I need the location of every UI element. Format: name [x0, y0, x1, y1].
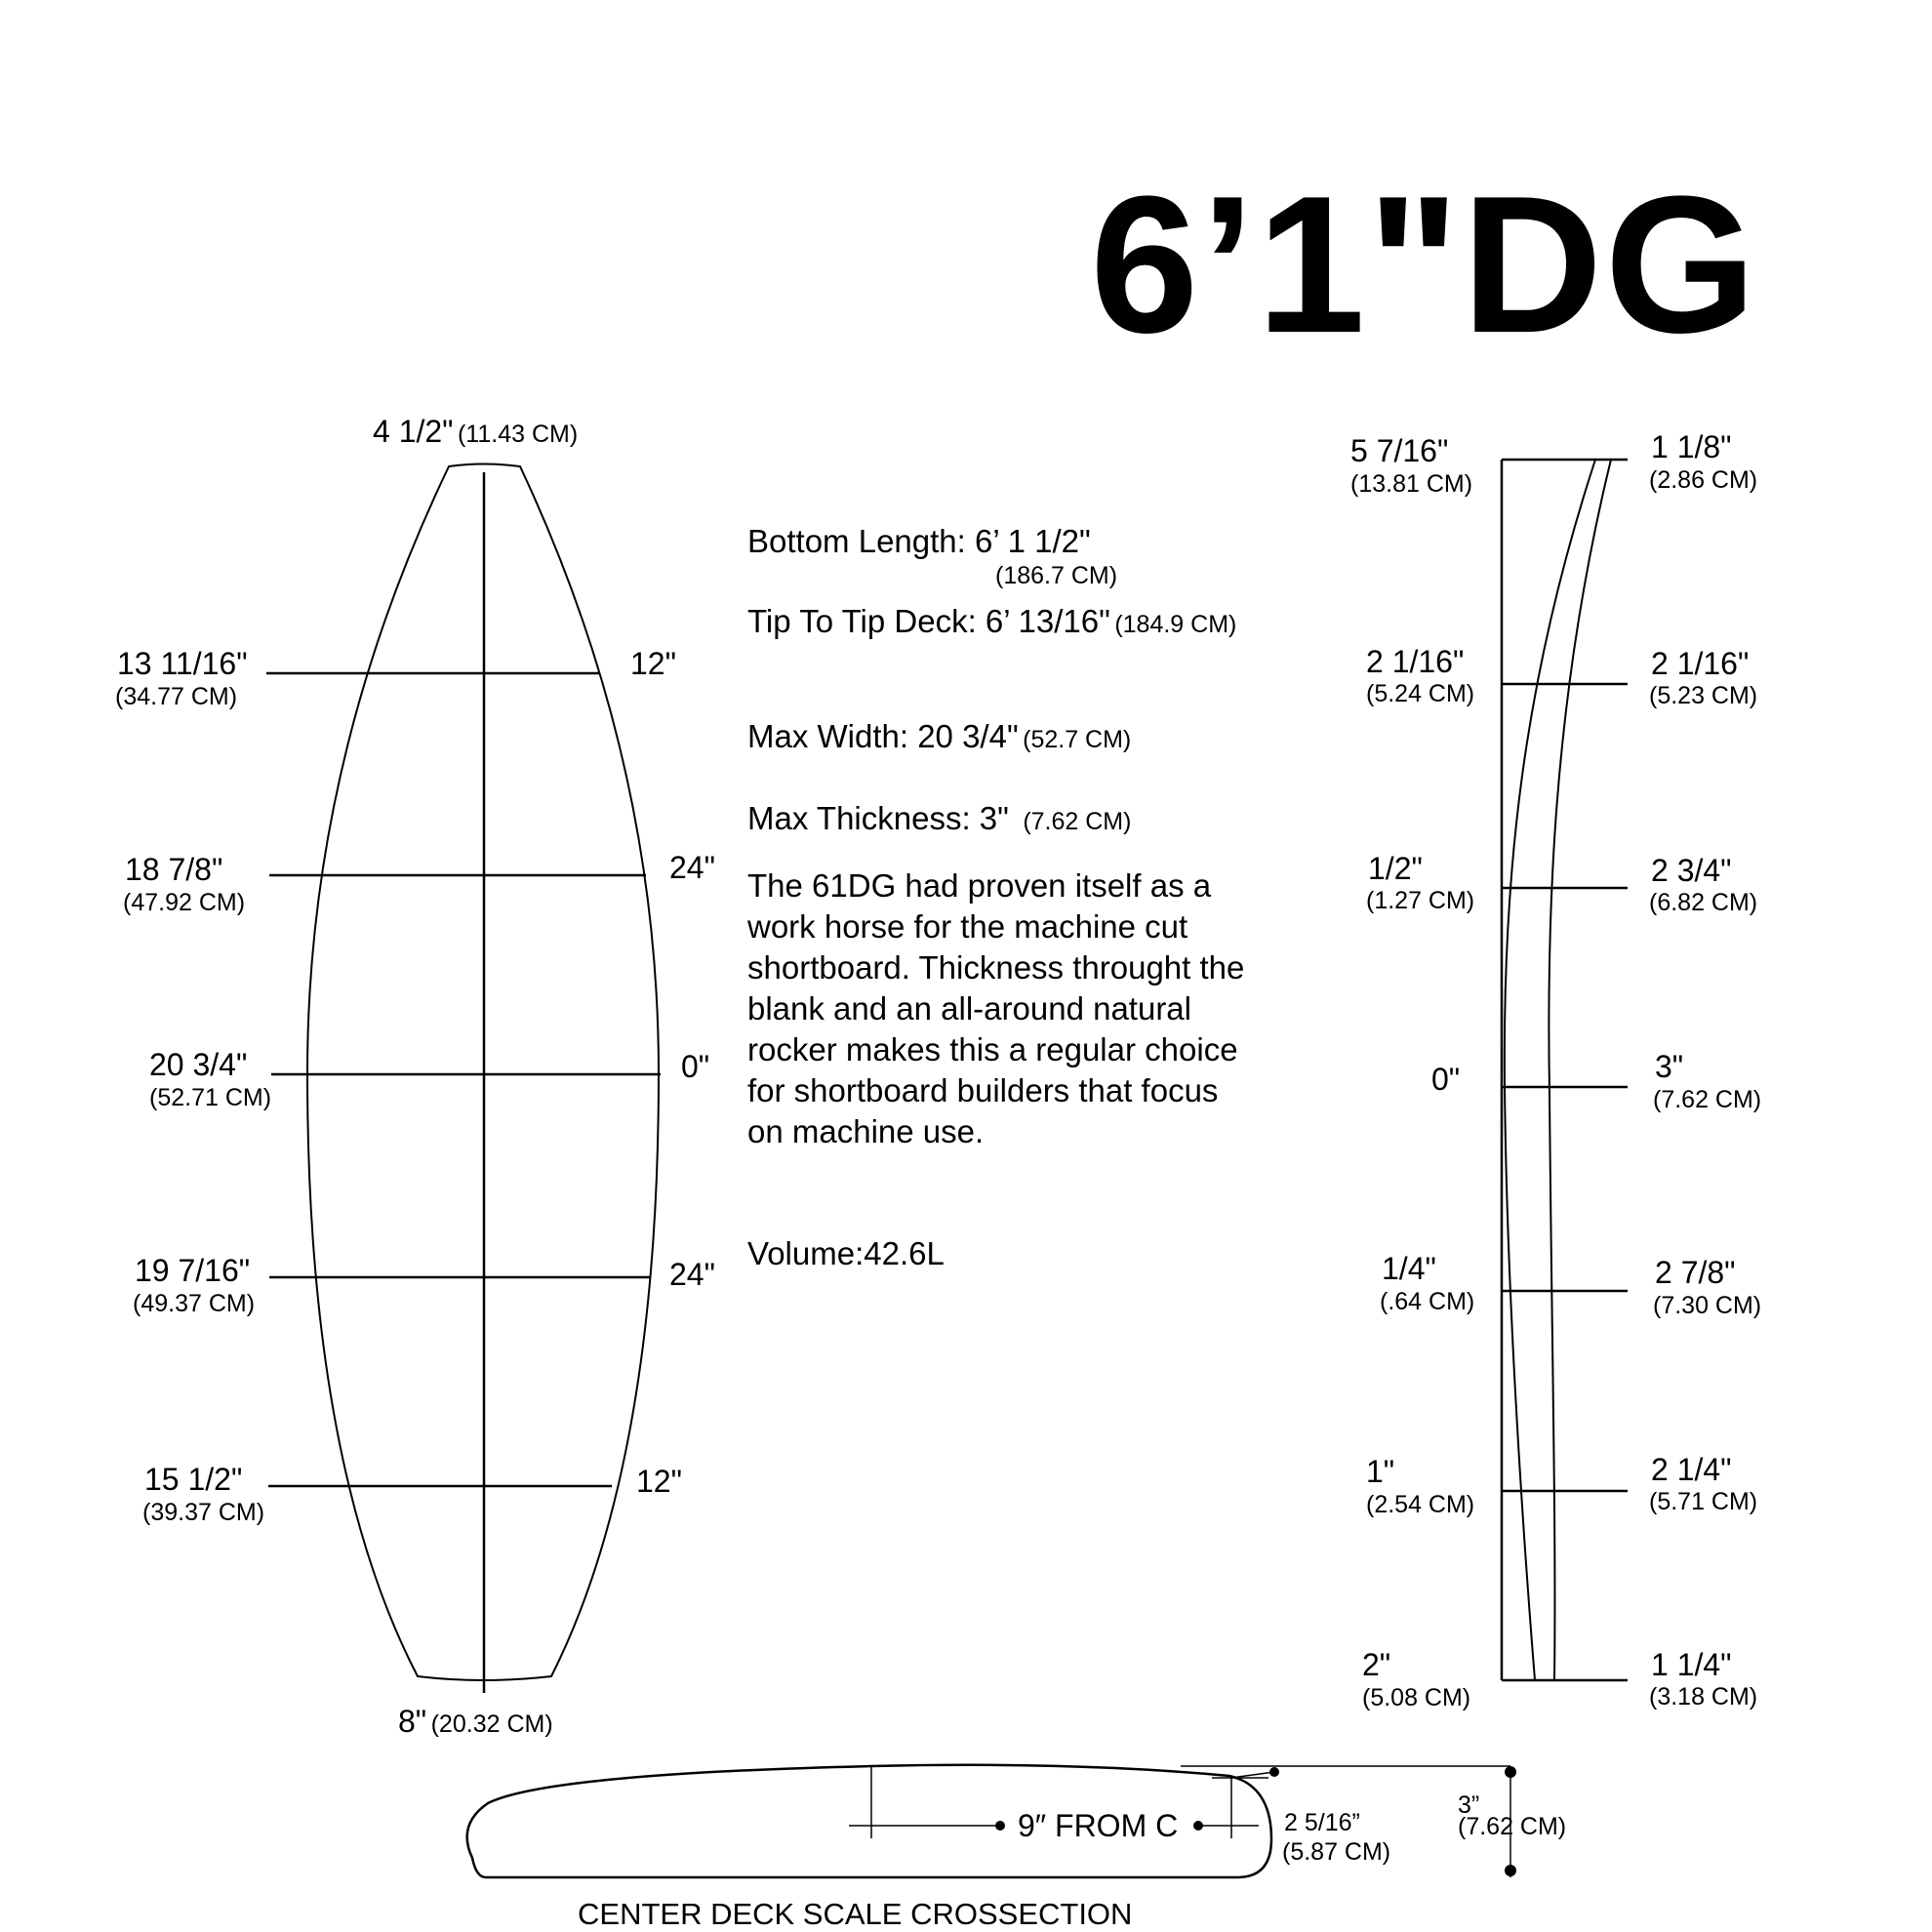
spec-max-thickness	[747, 798, 1131, 838]
spec-bottom-length-cm: (186.7 CM)	[995, 562, 1118, 589]
rocker-left-in: 1/4"	[1382, 1251, 1436, 1286]
tail-width-label	[398, 1706, 553, 1737]
rocker-right-in: 2 1/4"	[1651, 1452, 1732, 1487]
spec-max-thickness-value: Max Thickness: 3"	[747, 800, 1009, 836]
station-distance: 24"	[669, 1257, 715, 1292]
rocker-right-cm: (3.18 CM)	[1649, 1683, 1758, 1711]
crossection-dot	[1269, 1767, 1279, 1777]
rocker-left-cm: (2.54 CM)	[1366, 1491, 1475, 1518]
board-title: 6’1"DG	[1090, 156, 1758, 374]
station-width: 18 7/8"	[125, 852, 223, 887]
nose-width-cm: (11.43 CM)	[457, 421, 579, 448]
crossection-dot	[1505, 1865, 1516, 1876]
rocker-right-in: 1 1/4"	[1651, 1647, 1732, 1682]
station-width-cm: (52.71 CM)	[149, 1084, 272, 1111]
station-width: 19 7/16"	[135, 1253, 251, 1288]
rocker-left-in: 1"	[1366, 1454, 1395, 1489]
station-distance: 0"	[681, 1049, 710, 1084]
rocker-left-in: 2"	[1362, 1647, 1391, 1682]
tail-width-cm: (20.32 CM)	[430, 1711, 553, 1738]
spec-tip-to-tip	[747, 601, 1255, 645]
rocker-deck-curve	[1549, 460, 1611, 1680]
rocker-left-cm: (1.27 CM)	[1366, 887, 1475, 914]
rocker-right-cm: (5.23 CM)	[1649, 682, 1758, 709]
station-width: 15 1/2"	[144, 1462, 243, 1497]
station-width-cm: (34.77 CM)	[115, 683, 238, 710]
nose-width: 4 1/2"	[373, 414, 454, 449]
spec-max-width	[747, 716, 1131, 756]
rocker-right-cm: (2.86 CM)	[1649, 466, 1758, 494]
rocker-right-cm: (7.62 CM)	[1653, 1086, 1762, 1113]
crossection-rail-thickness: 2 5/16”	[1284, 1809, 1360, 1836]
rocker-left-in: 0"	[1431, 1062, 1461, 1097]
crossection-caption: CENTER DECK SCALE CROSSECTION	[578, 1897, 1133, 1931]
station-width-cm: (39.37 CM)	[142, 1499, 265, 1526]
rocker-left-in: 1/2"	[1368, 851, 1423, 886]
rocker-right-in: 2 7/8"	[1655, 1255, 1736, 1290]
station-distance: 24"	[669, 850, 715, 885]
crossection-thickness: 3”	[1458, 1791, 1480, 1819]
station-distance: 12"	[630, 646, 676, 681]
rocker-left-in: 5 7/16"	[1350, 433, 1449, 468]
spec-tip-to-tip-value: Tip To Tip Deck: 6’ 13/16"	[747, 603, 1110, 639]
rocker-left-cm: (5.08 CM)	[1362, 1684, 1471, 1711]
rocker-right-cm: (6.82 CM)	[1649, 889, 1758, 916]
rocker-right-cm: (7.30 CM)	[1653, 1292, 1762, 1319]
rocker-right-cm: (5.71 CM)	[1649, 1488, 1758, 1515]
rocker-left-in: 2 1/16"	[1366, 644, 1465, 679]
crossection-rail-thickness-cm: (5.87 CM)	[1282, 1838, 1391, 1866]
spec-max-width-value: Max Width: 20 3/4"	[747, 718, 1019, 754]
spec-max-width-cm: (52.7 CM)	[1023, 726, 1132, 753]
crossection-dot	[995, 1821, 1005, 1831]
rocker-right-in: 1 1/8"	[1651, 429, 1732, 464]
crossection-thickness-cm: (7.62 CM)	[1458, 1813, 1567, 1840]
rocker-right-in: 3"	[1655, 1049, 1684, 1084]
station-width-cm: (47.92 CM)	[123, 889, 246, 916]
station-distance: 12"	[636, 1464, 682, 1499]
spec-volume: Volume:42.6L	[747, 1235, 945, 1271]
spec-tip-to-tip-cm: (184.9 CM)	[1114, 611, 1237, 638]
crossection-rail-diag	[1231, 1772, 1274, 1778]
rocker-right-in: 2 3/4"	[1651, 853, 1732, 888]
spec-bottom-length: Bottom Length: 6’ 1 1/2"	[747, 523, 1091, 559]
rocker-left-cm: (.64 CM)	[1380, 1288, 1475, 1315]
station-width: 13 11/16"	[117, 646, 248, 681]
rocker-left-cm: (5.24 CM)	[1366, 680, 1475, 707]
crossection-apex-label: 9″ FROM C	[1018, 1808, 1179, 1843]
nose-width-label	[373, 416, 578, 447]
rocker-left-cm: (13.81 CM)	[1350, 470, 1473, 498]
tail-width: 8"	[398, 1704, 427, 1739]
spec-max-thickness-cm: (7.62 CM)	[1023, 808, 1132, 835]
spec-description: The 61DG had proven itself as a work horse for the machine cut shortboard. Thickness throught the blank and an all-around natural rocker makes this a regular choice for shortboard builders that focus on machine use.	[747, 867, 1245, 1149]
crossection-dot	[1193, 1821, 1203, 1831]
rocker-right-in: 2 1/16"	[1651, 646, 1750, 681]
crossection-dot	[1505, 1766, 1516, 1778]
station-width: 20 3/4"	[149, 1047, 248, 1082]
station-width-cm: (49.37 CM)	[133, 1290, 256, 1317]
